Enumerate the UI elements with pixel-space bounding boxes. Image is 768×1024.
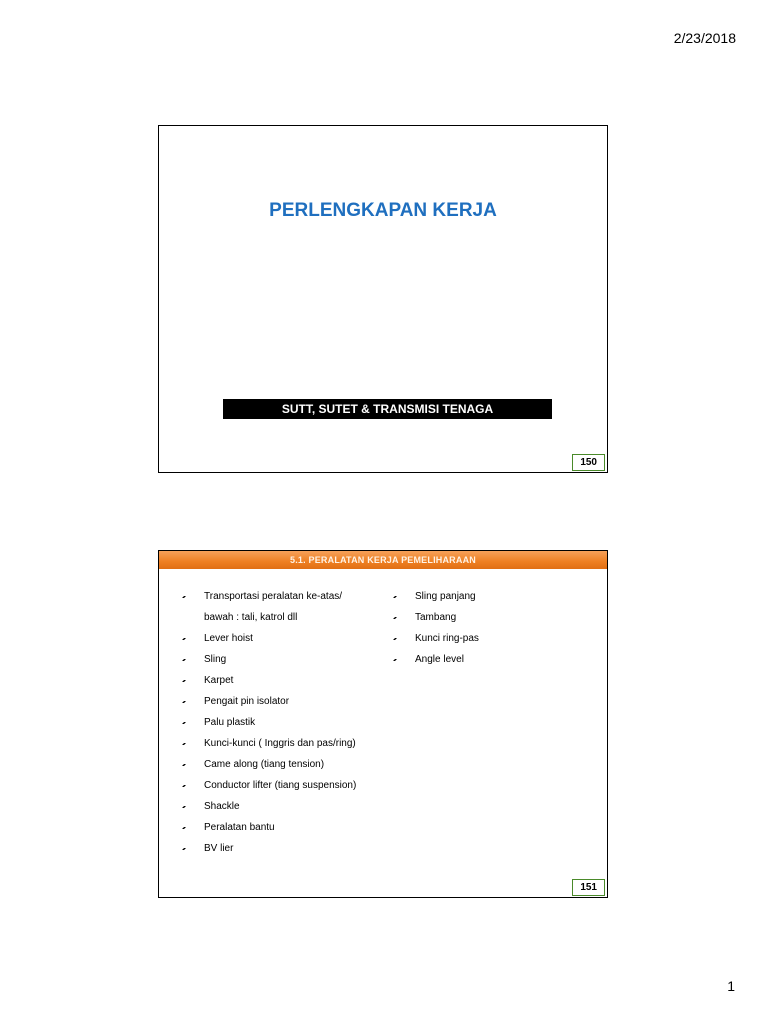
lightning-bullet-icon [179,844,189,854]
lightning-bullet-icon [179,781,189,791]
lightning-bullet-icon [179,592,189,602]
list-item: Sling panjang [390,591,590,612]
equipment-list-left [179,591,389,864]
print-date: 2/23/2018 [673,30,736,46]
lightning-bullet-icon [390,634,400,644]
list-item: Lever hoist [179,633,389,654]
list-item: Shackle [179,801,389,822]
lightning-bullet-icon [390,613,400,623]
lightning-bullet-icon [179,802,189,812]
lightning-bullet-icon [179,823,189,833]
equipment-list-right [390,591,590,675]
list-item: BV lier [179,843,389,864]
list-item: Palu plastik [179,717,389,738]
list-item: Angle level [390,654,590,675]
slide-subtitle-bar: SUTT, SUTET & TRANSMISI TENAGA [223,399,552,419]
list-item: Sling [179,654,389,675]
list-item: Came along (tiang tension) [179,759,389,780]
list-item: Tambang [390,612,590,633]
list-item: Kunci ring-pas [390,633,590,654]
slide-number-badge: 151 [572,879,605,896]
slide-number-badge: 150 [572,454,605,471]
slide-thumbnail-150 [158,125,608,473]
list-item: Karpet [179,675,389,696]
lightning-bullet-icon [179,676,189,686]
slide-title: PERLENGKAPAN KERJA [269,200,497,221]
lightning-bullet-icon [179,760,189,770]
lightning-bullet-icon [390,655,400,665]
page-number: 1 [727,978,735,994]
lightning-bullet-icon [179,655,189,665]
list-item: Conductor lifter (tiang suspension) [179,780,389,801]
lightning-bullet-icon [179,739,189,749]
list-item: Pengait pin isolator [179,696,389,717]
slide-heading-bar: 5.1. PERALATAN KERJA PEMELIHARAAN [159,551,607,569]
list-item-continuation: bawah : tali, katrol dll [204,612,298,623]
list-item: Transportasi peralatan ke-atas/ [179,591,389,612]
lightning-bullet-icon [390,592,400,602]
lightning-bullet-icon [179,697,189,707]
lightning-bullet-icon [179,718,189,728]
slide-thumbnail-151 [158,550,608,898]
list-item: Peralatan bantu [179,822,389,843]
list-item: Kunci-kunci ( Inggris dan pas/ring) [179,738,389,759]
lightning-bullet-icon [179,634,189,644]
